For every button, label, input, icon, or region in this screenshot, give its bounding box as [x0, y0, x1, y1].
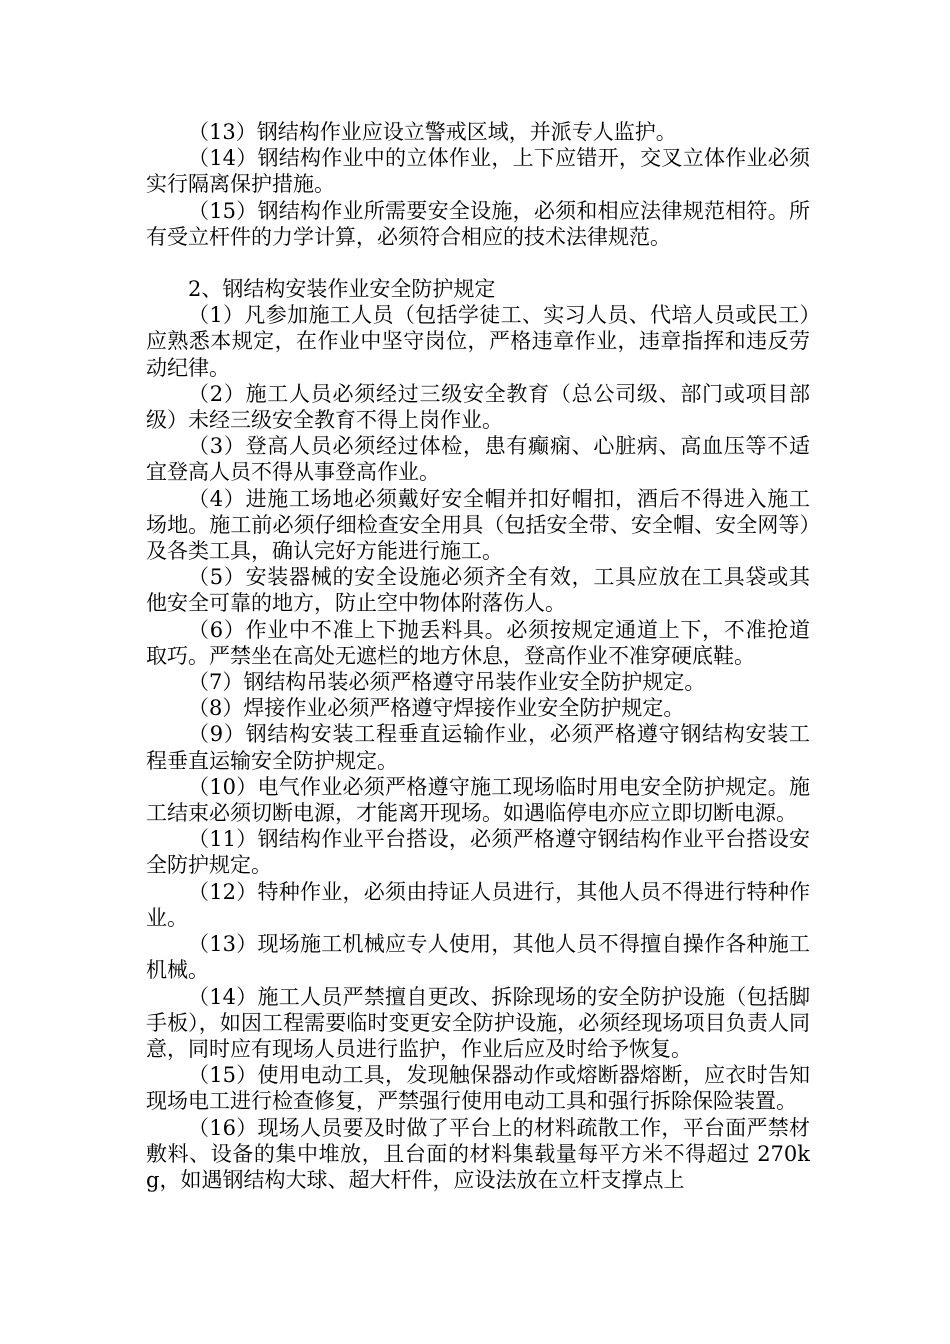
rule-15: （15）使用电动工具，发现触保器动作或熔断器熔断，应衣时告知现场电工进行检查修复，严禁强行使用电动工具和强行拆除保险装置。: [146, 1063, 810, 1114]
section-spacer: [146, 250, 810, 276]
rule-4: （4）进施工场地必须戴好安全帽并扣好帽扣，酒后不得进入施工场地。施工前必须仔细检查安全用具（包括安全带、安全帽、安全网等）及各类工具，确认完好方能进行施工。: [146, 486, 810, 564]
rule-10: （10）电气作业必须严格遵守施工现场临时用电安全防护规定。施工结束必须切断电源，才能离开现场。如遇临停电亦应立即切断电源。: [146, 774, 810, 826]
paragraph-15-safety-facilities: （15）钢结构作业所需要安全设施，必须和相应法律规范相符。所有受立杆件的力学计算，必须符合相应的技术法律规范。: [146, 198, 810, 249]
paragraph-13-warning-zone: （13）钢结构作业应设立警戒区域，并派专人监护。: [188, 120, 677, 144]
rule-12: （12）特种作业，必须由持证人员进行，其他人员不得进行特种作业。: [146, 879, 810, 930]
rule-1: （1）凡参加施工人员（包括学徒工、实习人员、代培人员或民工）应熟悉本规定，在作业中坚守岗位，严格违章作业，违章指挥和违反劳动纪律。: [146, 303, 810, 380]
rule-9: （9）钢结构安装工程垂直运输作业，必须严格遵守钢结构安装工程垂直运输安全防护规定。: [146, 722, 810, 773]
rule-6: （6）作业中不准上下抛丢料具。必须按规定通道上下，不准抢道取巧。严禁坐在高处无遮栏的地方休息，登高作业不准穿硬底鞋。: [146, 617, 810, 668]
rule-2: （2）施工人员必须经过三级安全教育（总公司级、部门或项目部级）未经三级安全教育不得上岗作业。: [146, 381, 810, 433]
rule-7: （7）钢结构吊装必须严格遵守吊装作业安全防护规定。: [188, 670, 706, 695]
rule-11: （11）钢结构作业平台搭设，必须严格遵守钢结构作业平台搭设安全防护规定。: [146, 827, 810, 878]
rule-14: （14）施工人员严禁擅自更改、拆除现场的安全防护设施（包括脚手板），如因工程需要临时变更安全防护设施，必须经现场项目负责人同意，同时应有现场人员进行监护，作业后应及时给予恢复。: [146, 984, 810, 1061]
rule-3: （3）登高人员必须经过体检，患有癫痫、心脏病、高血压等不适宜登高人员不得从事登高作业。: [146, 434, 810, 485]
paragraph-14-vertical-work: （14）钢结构作业中的立体作业，上下应错开，交叉立体作业必须实行隔离保护措施。: [146, 146, 810, 197]
rule-5: （5）安装器械的安全设施必须齐全有效，工具应放在工具袋或其他安全可靠的地方，防止空中物体附落伤人。: [146, 565, 810, 616]
rule-16: （16）现场人员要及时做了平台上的材料疏散工作，平台面严禁材敷料、设备的集中堆放，且台面的材料集载量每平方米不得超过 270kg，如遇钢结构大球、超大杆件，应设法放在立杆支撑点上: [146, 1115, 810, 1192]
section-heading: 2、钢结构安装作业安全防护规定: [188, 277, 496, 302]
rule-13: （13）现场施工机械应专人使用，其他人员不得擅自操作各种施工机械。: [146, 932, 810, 983]
rule-8: （8）焊接作业必须严格遵守焊接作业安全防护规定。: [188, 696, 685, 721]
document-page: [146, 119, 810, 1193]
